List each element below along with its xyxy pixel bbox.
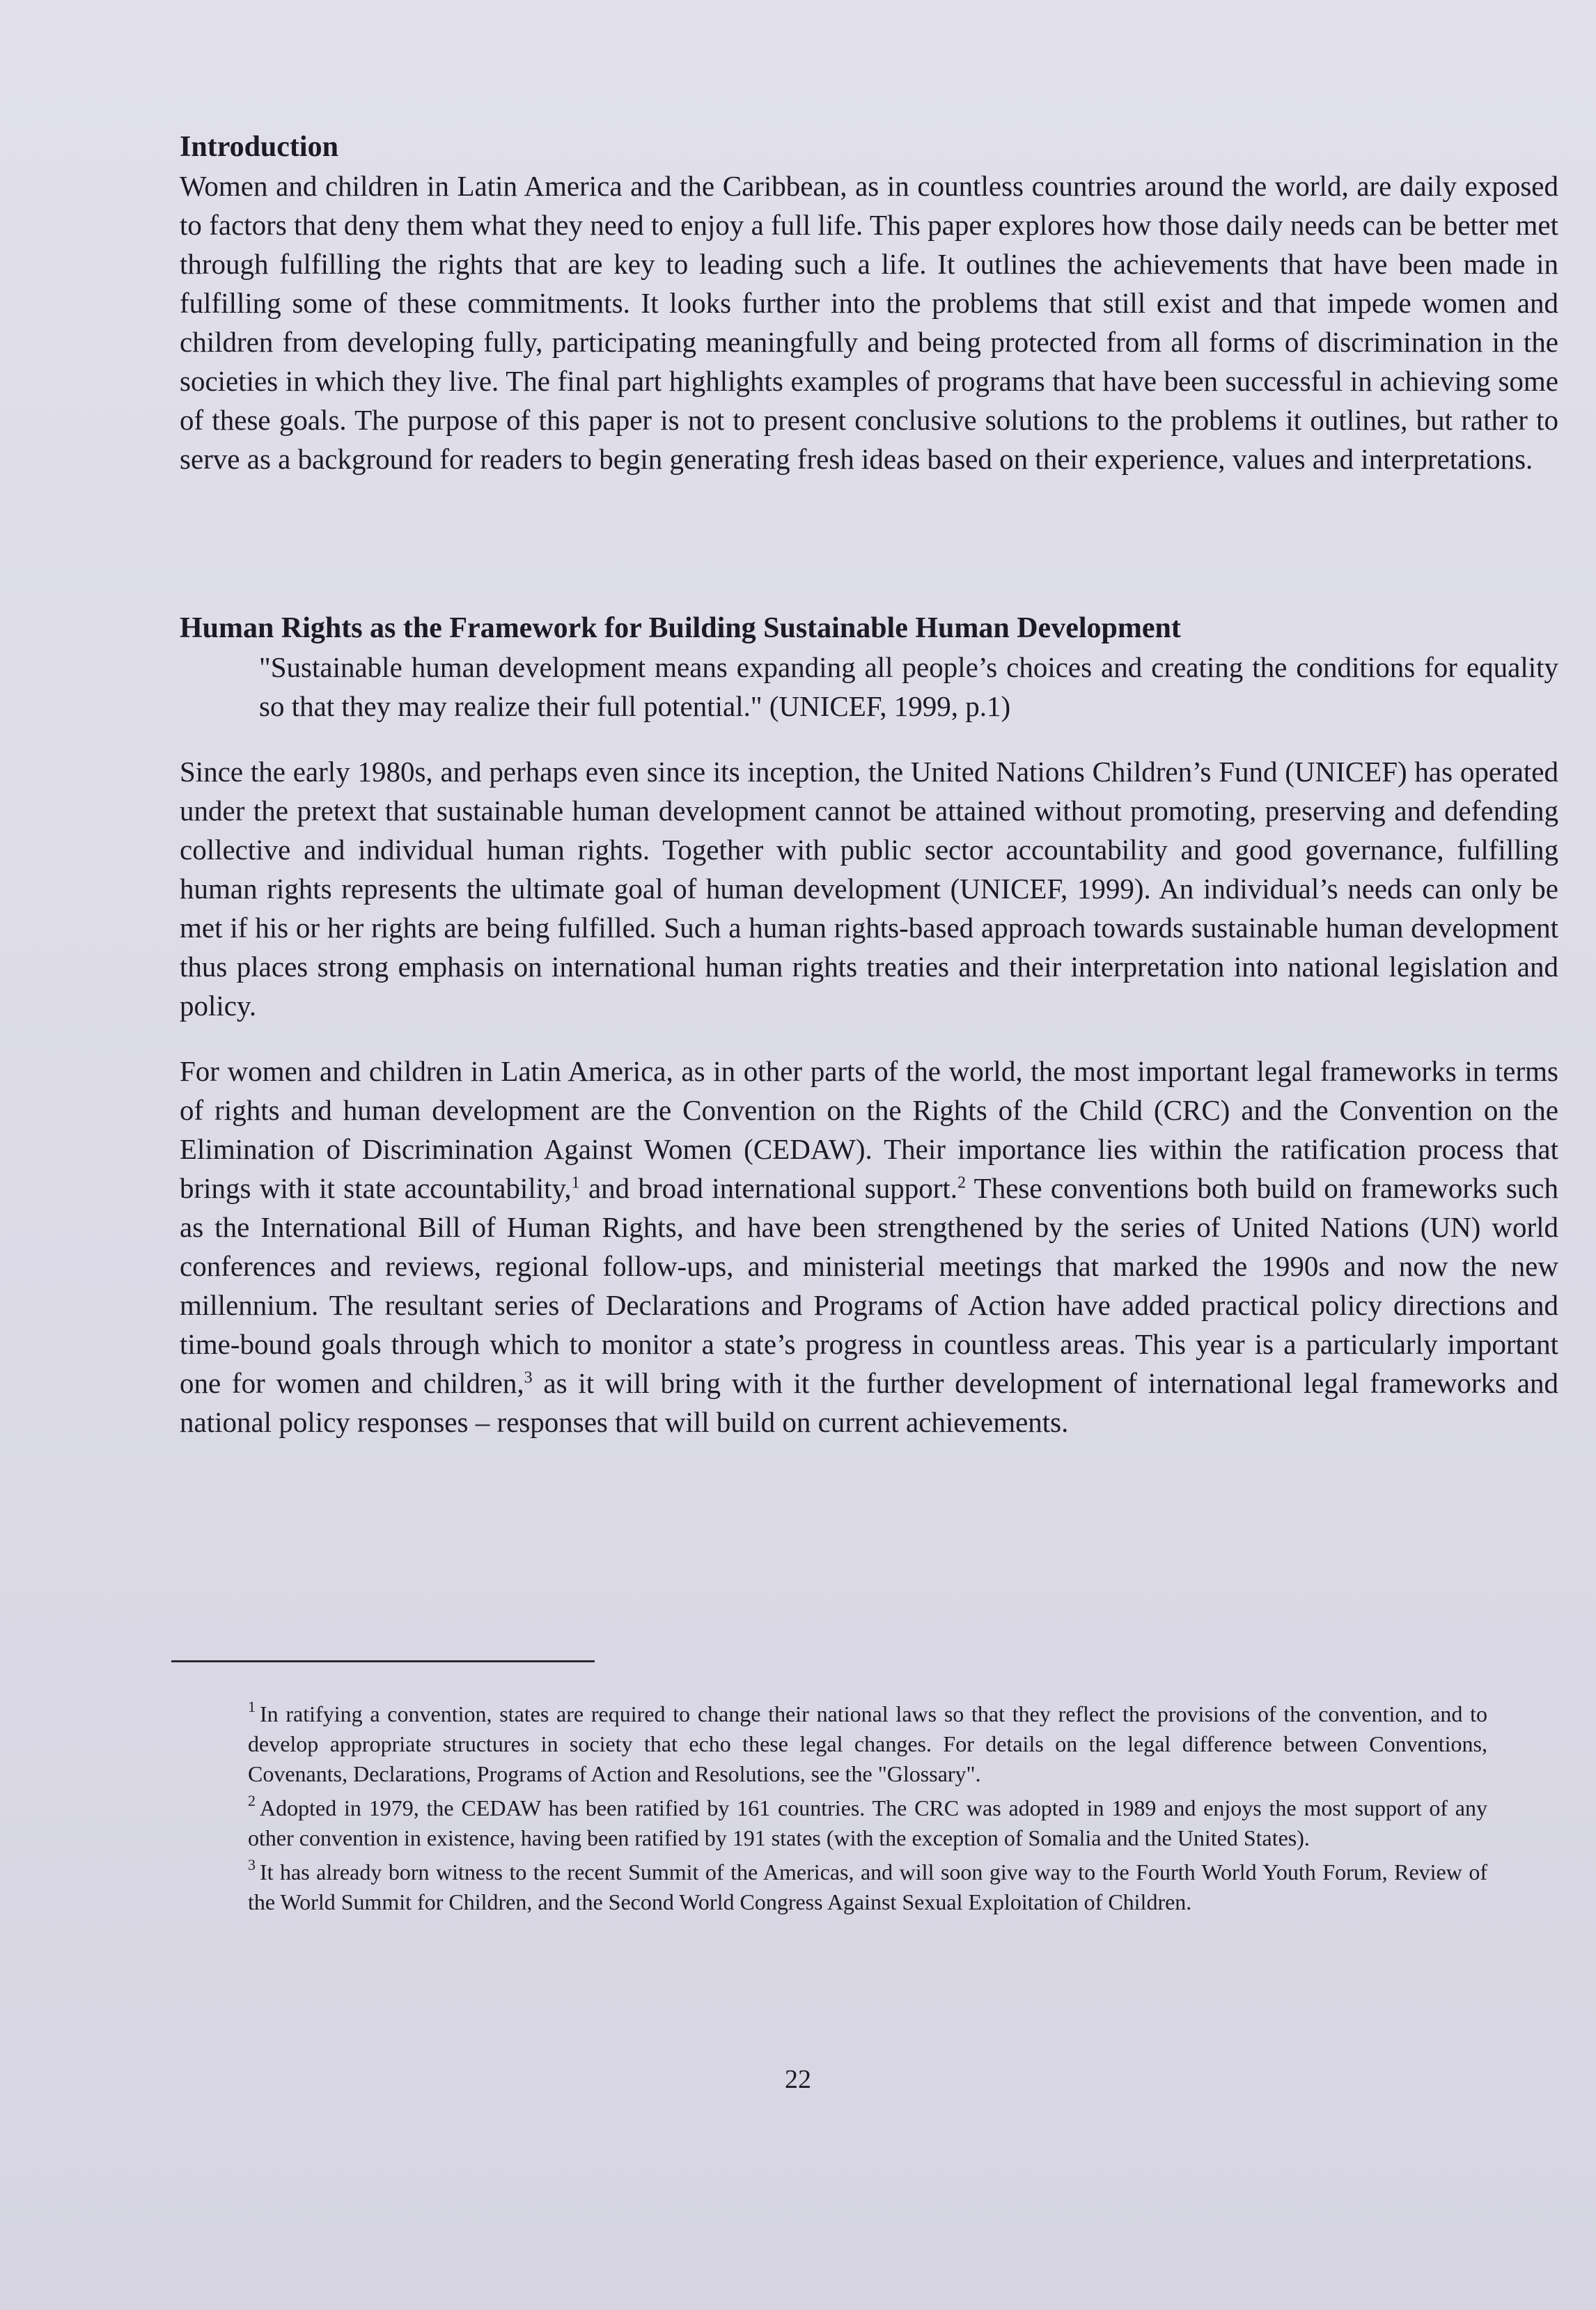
footnote-ref-1: 1: [571, 1173, 580, 1192]
footnote-1-text: In ratifying a convention, states are required to change their national laws so that they reflect the provisions of the convention, and to develop appropriate structures in society that echo these legal changes. For details on the legal difference between Conventions, Covenants, Declarations, Programs of Action and Resolutions, see the "Glossary".: [248, 1701, 1487, 1786]
introduction-heading: Introduction: [180, 131, 338, 163]
unicef-quote: "Sustainable human development means expanding all people’s choices and creating the conditions for equality so that they may realize their full potential." (UNICEF, 1999, p.1): [259, 651, 1558, 722]
human-rights-heading: Human Rights as the Framework for Building Sustainable Human Development: [180, 612, 1181, 644]
introduction-section: [180, 127, 1558, 478]
introduction-paragraph: Women and children in Latin America and the Caribbean, as in countless countries around the world, are daily exposed to factors that deny them what they need to enjoy a full life. This paper explores how those daily needs can be better met through fulfilling the rights that are key to leading such a life. It outlines the achievements that have been made in fulfilling some of these commitments. It looks further into the problems that still exist and that impede women and children from developing fully, participating meaningfully and being protected from all forms of discrimination in the societies in which they live. The final part highlights examples of programs that have been successful in achieving some of these goals. The purpose of this paper is not to present conclusive solutions to the problems it outlines, but rather to serve as a background for readers to begin generating fresh ideas based on their experience, values and interpretations.: [180, 170, 1558, 475]
footnote-ref-3: 3: [524, 1368, 533, 1387]
footnote-2-text: Adopted in 1979, the CEDAW has been ratified by 161 countries. The CRC was adopted in 1989 and enjoys the most support of any other convention in existence, having been ratified by 191 states (with the exception of Somalia and the United States).: [248, 1795, 1487, 1850]
human-rights-section: [180, 609, 1558, 1442]
page-number: 22: [785, 2065, 811, 2094]
paragraph-2-text-a: For women and children in Latin America, as in other parts of the world, the most important legal frameworks in terms of rights and human development are the Convention on the Rights of the Child (CRC) and the Convention on the Elimination of Discrimination Against Women (CEDAW). Their importance lies within the ratification process that brings with it state accountability,: [180, 1055, 1558, 1204]
human-rights-paragraph-2: [180, 1052, 1558, 1442]
footnote-ref-2: 2: [957, 1173, 967, 1192]
footnote-1-number: 1: [248, 1698, 256, 1716]
footnote-1: [248, 1699, 1487, 1789]
footnotes: [248, 1699, 1487, 1921]
footnote-2: [248, 1793, 1487, 1853]
footnote-3: [248, 1857, 1487, 1917]
paragraph-2-text-d: as it will bring with it the further development of international legal frameworks and national policy responses – responses that will build on current achievements.: [180, 1367, 1558, 1438]
human-rights-paragraph-1: Since the early 1980s, and perhaps even since its inception, the United Nations Children’s Fund (UNICEF) has operated under the pretext that sustainable human development cannot be attained without promoting, preserving and defending collective and individual human rights. Together with public sector accountability and good governance, fulfilling human rights represents the ultimate goal of human development (UNICEF, 1999). An individual’s needs can only be met if his or her rights are being fulfilled. Such a human rights-based approach towards sustainable human development thus places strong emphasis on international human rights treaties and their interpretation into national legislation and policy.: [180, 756, 1558, 1022]
footnote-divider: [171, 1660, 595, 1662]
paragraph-2-text-b: and broad international support.: [579, 1172, 958, 1204]
footnote-3-text: It has already born witness to the recent Summit of the Americas, and will soon give way to the Fourth World Youth Forum, Review of the World Summit for Children, and the Second World Congress Against Sexual Exploitation of Children.: [248, 1859, 1487, 1914]
footnote-2-number: 2: [248, 1792, 256, 1810]
footnote-3-number: 3: [248, 1856, 256, 1874]
paragraph-2-text-c: These conventions both build on frameworks such as the International Bill of Human Rights, and have been strengthened by the series of United Nations (UN) world conferences and reviews, regional follow-ups, and ministerial meetings that marked the 1990s and now the new millennium. The resultant series of Declarations and Programs of Action have added practical policy directions and time-bound goals through which to monitor a state’s progress in countless areas. This year is a particularly important one for women and children,: [180, 1172, 1558, 1399]
